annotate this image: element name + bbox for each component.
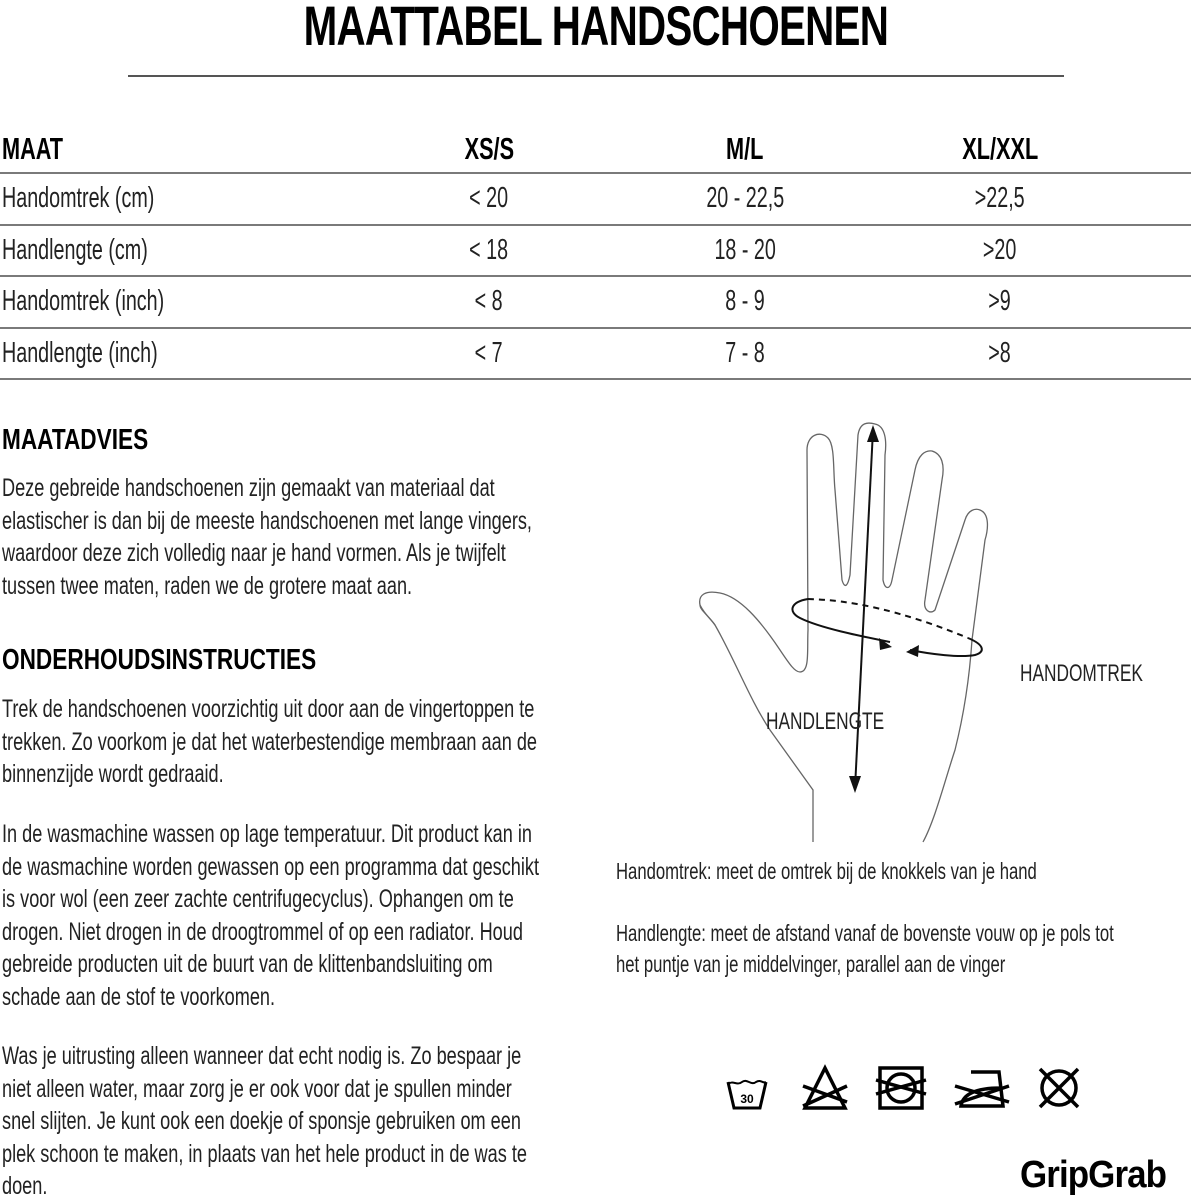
care-paragraph-3 bbox=[2, 1040, 575, 1203]
title-divider bbox=[128, 75, 1064, 77]
text-line: Was je uitrusting alleen wanneer dat echt nodig is. Zo bespaar je bbox=[2, 1042, 522, 1070]
row-label: Handlengte (inch) bbox=[2, 336, 158, 369]
hand-outline-icon bbox=[600, 410, 1191, 850]
cell-value: >22,5 bbox=[975, 182, 1025, 215]
table-header-row bbox=[0, 112, 1191, 174]
cell-value: 8 - 9 bbox=[725, 285, 765, 318]
cell-value: < 18 bbox=[469, 233, 509, 266]
table-row bbox=[0, 226, 1191, 278]
care-paragraph-1 bbox=[2, 693, 575, 791]
cell-value: < 8 bbox=[475, 285, 503, 318]
text-line: gebreide producten uit de buurt van de klittenbandsluiting om bbox=[2, 950, 493, 979]
gripgrab-logo: GripGrab bbox=[1020, 1154, 1167, 1196]
text-line: doen. bbox=[2, 1172, 48, 1201]
row-label: Handomtrek (cm) bbox=[2, 182, 155, 215]
care-symbols bbox=[725, 1064, 1095, 1116]
care-instructions-heading: ONDERHOUDSINSTRUCTIES bbox=[2, 644, 317, 676]
header-m-l: M/L bbox=[726, 131, 764, 166]
text-line: Trek de handschoenen voorzichtig uit door aan de vingertoppen te bbox=[2, 695, 535, 723]
note-length bbox=[616, 918, 1114, 980]
text-line: trekken. Zo voorkom je dat het waterbestendige membraan aan de bbox=[2, 727, 537, 756]
diagram-label-circumference: HANDOMTREK bbox=[1020, 660, 1143, 687]
table-row bbox=[0, 174, 1191, 226]
svg-text:30: 30 bbox=[740, 1092, 754, 1106]
size-advice-text bbox=[2, 472, 575, 602]
cell-value: >20 bbox=[983, 233, 1017, 266]
row-label: Handomtrek (inch) bbox=[2, 285, 165, 318]
size-table bbox=[0, 112, 1191, 380]
do-not-iron-icon bbox=[953, 1064, 1011, 1112]
page-title: MAATTABEL HANDSCHOENEN bbox=[303, 0, 888, 57]
text-line: Handlengte: meet de afstand vanaf de bovenste vouw op je pols tot bbox=[616, 920, 1114, 946]
text-line: plek schoon te maken, in plaats van het hele product in de was te bbox=[2, 1139, 527, 1168]
size-advice-heading: MAATADVIES bbox=[2, 424, 149, 456]
text-line: waardoor deze zich volledig naar je hand vormen. Als je twijfelt bbox=[2, 539, 506, 568]
header-maat: MAAT bbox=[2, 131, 64, 166]
do-not-bleach-icon bbox=[801, 1064, 849, 1112]
text-line: niet alleen water, maar zorg je er ook voor dat je spullen minder bbox=[2, 1074, 512, 1103]
text-line: Deze gebreide handschoenen zijn gemaakt van materiaal dat bbox=[2, 474, 495, 502]
cell-value: >8 bbox=[988, 336, 1012, 369]
row-label: Handlengte (cm) bbox=[2, 233, 148, 266]
hand-measurement-diagram bbox=[600, 410, 1191, 850]
text-line: het puntje van je middelvinger, parallel aan de vinger bbox=[616, 951, 1006, 977]
table-row bbox=[0, 277, 1191, 329]
text-line: Handomtrek: meet de omtrek bij de knokkels van je hand bbox=[616, 858, 1037, 884]
text-line: snel slijten. Je kunt ook een doekje of sponsje gebruiken om een bbox=[2, 1107, 521, 1136]
header-xs-s: XS/S bbox=[464, 131, 514, 166]
diagram-label-length: HANDLENGTE bbox=[766, 708, 885, 735]
do-not-tumble-dry-icon bbox=[875, 1064, 927, 1112]
table-row bbox=[0, 329, 1191, 381]
wash-30-icon bbox=[725, 1076, 769, 1112]
text-line: schade aan de stof te voorkomen. bbox=[2, 982, 276, 1011]
cell-value: 20 - 22,5 bbox=[706, 182, 784, 215]
do-not-dry-clean-icon bbox=[1035, 1064, 1083, 1112]
text-line: elastischer is dan bij de meeste handschoenen met lange vingers, bbox=[2, 506, 532, 535]
care-paragraph-2 bbox=[2, 818, 575, 1014]
header-xl-xxl: XL/XXL bbox=[962, 131, 1038, 166]
note-circumference bbox=[616, 856, 1037, 887]
text-line: tussen twee maten, raden we de grotere maat aan. bbox=[2, 571, 413, 600]
cell-value: >9 bbox=[988, 285, 1012, 318]
text-line: is voor wol (een zeer zachte centrifugecyclus). Ophangen om te bbox=[2, 885, 514, 914]
text-line: binnenzijde wordt gedraaid. bbox=[2, 760, 224, 789]
cell-value: < 20 bbox=[469, 182, 509, 215]
cell-value: 7 - 8 bbox=[725, 336, 765, 369]
text-line: de wasmachine worden gewassen op een programma dat geschikt bbox=[2, 852, 540, 881]
cell-value: 18 - 20 bbox=[714, 233, 776, 266]
cell-value: < 7 bbox=[475, 336, 503, 369]
text-line: In de wasmachine wassen op lage temperatuur. Dit product kan in bbox=[2, 820, 532, 848]
text-line: drogen. Niet drogen in de droogtrommel of op een radiator. Houd bbox=[2, 917, 523, 946]
